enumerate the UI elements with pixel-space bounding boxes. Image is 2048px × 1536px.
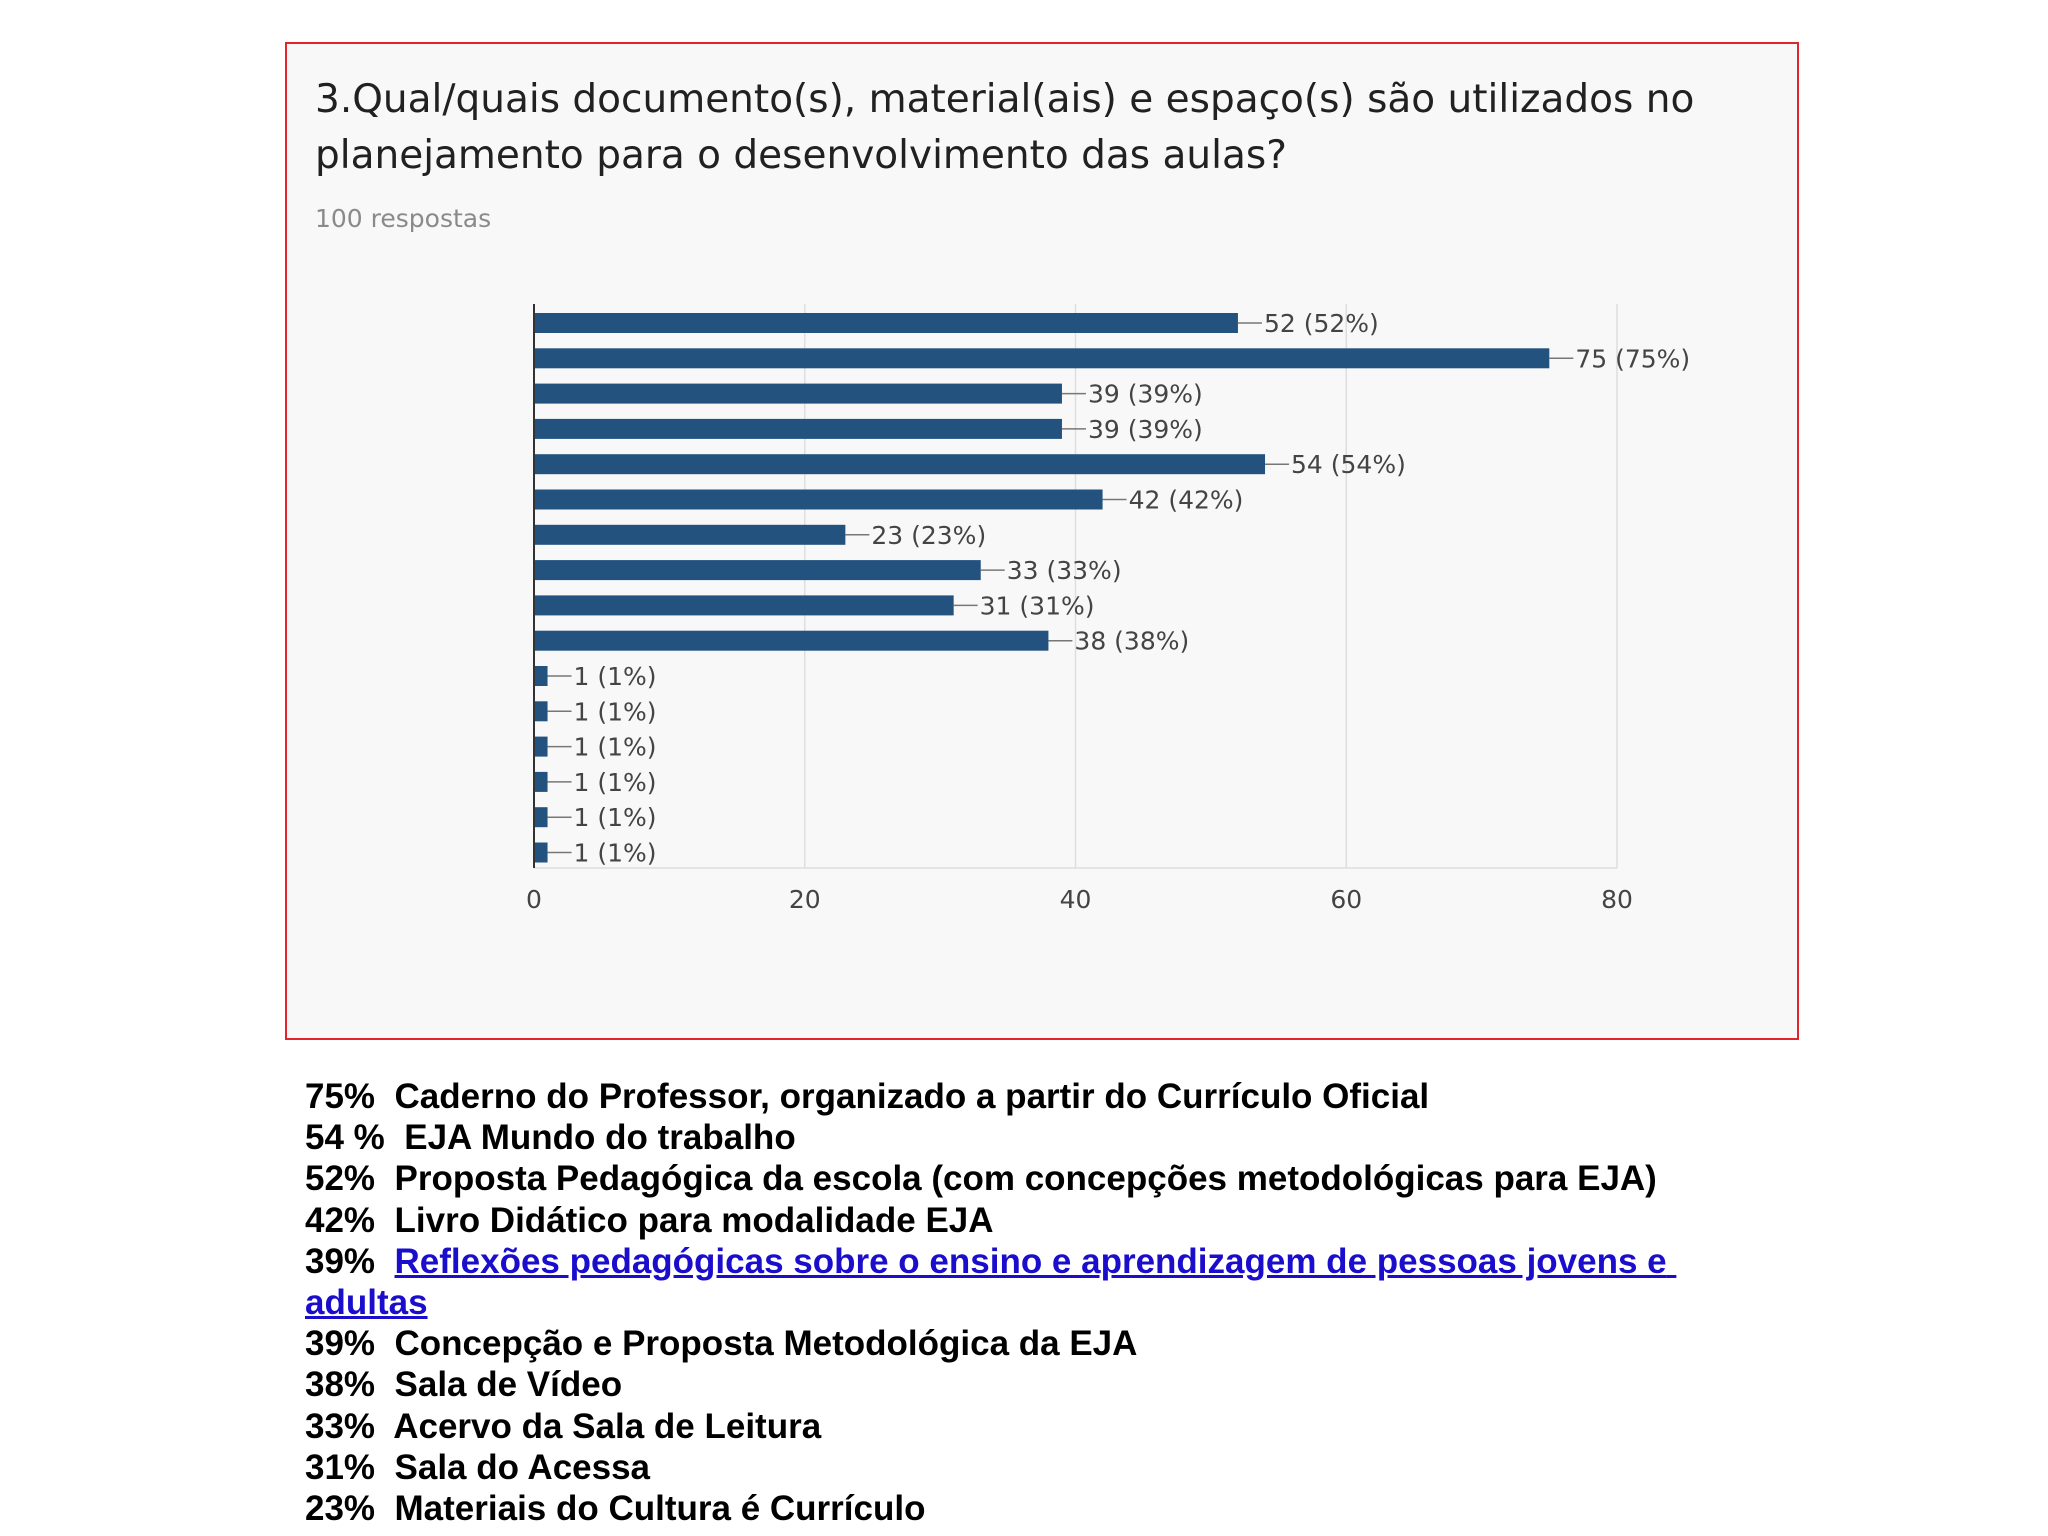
data-label: 1 (1%) (573, 803, 657, 833)
legend-percent: 33% (305, 1406, 376, 1446)
bar (534, 631, 1048, 651)
data-label: 75 (75%) (1575, 344, 1691, 374)
legend-percent: 38% (305, 1365, 376, 1405)
bar (534, 737, 548, 757)
legend-text: Sala do Acessa (394, 1447, 651, 1487)
data-label: 33 (33%) (1006, 556, 1122, 586)
legend-item (305, 1323, 1725, 1364)
legend-percent: 23% (305, 1489, 376, 1529)
bar (534, 313, 1238, 333)
legend-item (305, 1076, 1725, 1117)
bar-chart (287, 44, 1797, 1038)
data-label: 39 (39%) (1087, 414, 1203, 444)
data-label: 23 (23%) (871, 520, 987, 550)
legend-link[interactable]: Reflexões pedagógicas sobre o ensino e aprendizagem de pessoas jovens e adultas (305, 1241, 1677, 1323)
data-label: 1 (1%) (573, 662, 657, 691)
data-label: 31 (31%) (979, 591, 1095, 621)
legend-text: Materiais do Cultura é Currículo (394, 1489, 926, 1529)
bar (534, 701, 548, 721)
chart-panel (285, 42, 1799, 1040)
legend-item (305, 1488, 1725, 1529)
legend-percent: 42% (305, 1200, 376, 1240)
legend-percent: 54 % (305, 1118, 385, 1158)
data-label: 39 (39%) (1087, 379, 1203, 409)
x-tick-label: 40 (1059, 885, 1092, 914)
x-tick-label: 20 (788, 885, 821, 914)
legend-text: Concepção e Proposta Metodológica da EJA (394, 1324, 1138, 1364)
data-label: 38 (38%) (1074, 626, 1190, 656)
legend-text: Livro Didático para modalidade EJA (394, 1200, 994, 1240)
legend-list (305, 1076, 1725, 1529)
legend-percent: 31% (305, 1447, 376, 1487)
legend-item (305, 1200, 1725, 1241)
bar (534, 772, 548, 792)
chart-title: 3.Qual/quais documento(s), material(ais) e espaço(s) são utilizados no planejamento para o desenvolvimento das aulas? (315, 77, 1695, 178)
bar (534, 807, 548, 827)
x-tick-label: 80 (1601, 885, 1633, 914)
bar (534, 384, 1062, 404)
legend-percent: 52% (305, 1159, 376, 1199)
bar (534, 419, 1062, 439)
bar (534, 348, 1549, 368)
data-label: 1 (1%) (573, 767, 657, 797)
bar (534, 490, 1103, 510)
x-tick-label: 0 (526, 885, 542, 914)
bar (534, 525, 845, 545)
x-tick-label: 60 (1330, 885, 1363, 914)
legend-item (305, 1447, 1725, 1488)
data-label: 1 (1%) (573, 838, 657, 868)
legend-item (305, 1241, 1725, 1323)
response-count: 100 respostas (315, 204, 492, 233)
data-label: 52 (52%) (1263, 309, 1379, 338)
legend-percent: 75% (305, 1077, 376, 1116)
bar (534, 843, 548, 863)
bar (534, 595, 954, 615)
bar (534, 666, 548, 686)
legend-item (305, 1406, 1725, 1447)
legend-percent: 39% (305, 1241, 376, 1281)
legend-text: Sala de Vídeo (394, 1365, 623, 1405)
data-label: 1 (1%) (573, 732, 657, 762)
bar (534, 454, 1265, 474)
data-label: 54 (54%) (1291, 450, 1406, 480)
legend-text: Caderno do Professor, organizado a partir do Currículo Oficial (394, 1077, 1430, 1116)
bar (534, 560, 981, 580)
legend-item (305, 1364, 1725, 1405)
legend-text: Acervo da Sala de Leitura (393, 1406, 822, 1446)
data-label: 1 (1%) (573, 697, 657, 727)
legend-item (305, 1158, 1725, 1199)
legend-text: EJA Mundo do trabalho (404, 1118, 796, 1158)
legend-percent: 39% (305, 1324, 376, 1364)
legend-item (305, 1117, 1725, 1158)
legend-text: Proposta Pedagógica da escola (com concepções metodológicas para EJA) (394, 1159, 1657, 1199)
data-label: 42 (42%) (1128, 485, 1244, 515)
